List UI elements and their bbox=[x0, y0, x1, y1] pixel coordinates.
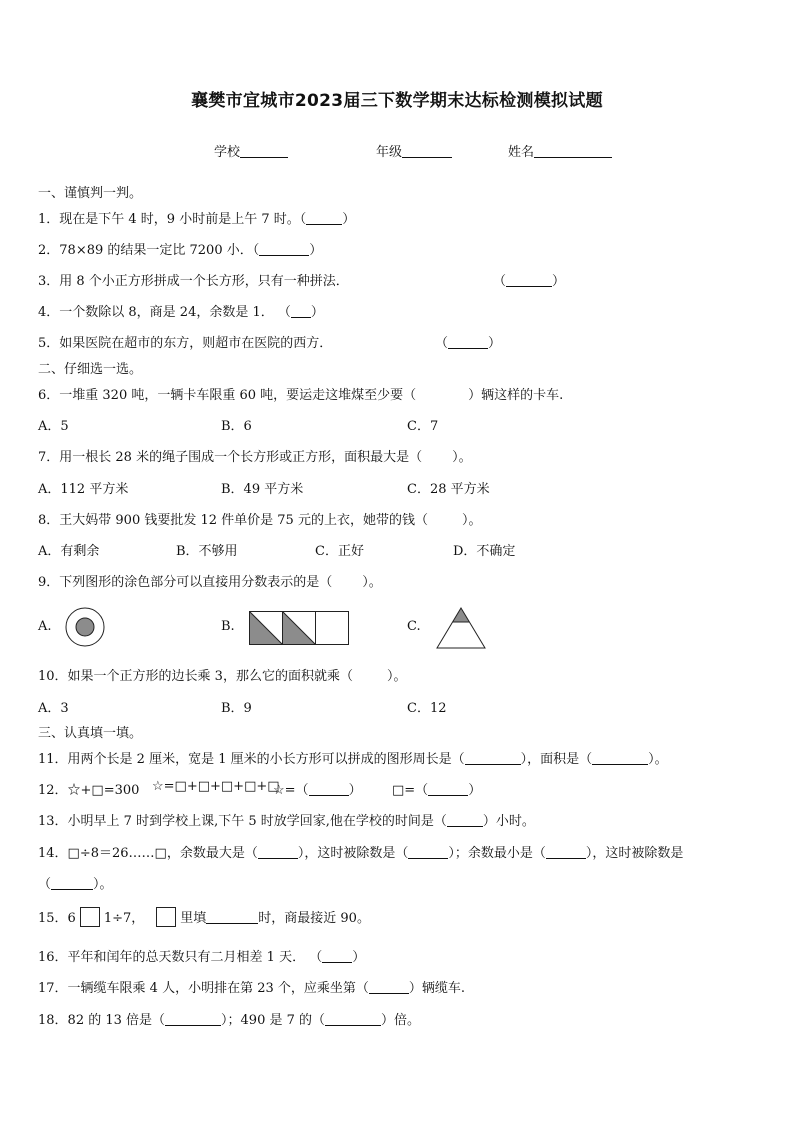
school-blank[interactable] bbox=[240, 143, 288, 158]
q7-option-b[interactable]: B．49 平方米 bbox=[221, 482, 304, 497]
answer-blank[interactable] bbox=[291, 304, 311, 318]
question-3-answer: （ ） bbox=[493, 274, 566, 289]
q6-option-a[interactable]: A．5 bbox=[38, 419, 69, 434]
q7-option-c[interactable]: C．28 平方米 bbox=[407, 482, 490, 497]
answer-blank[interactable] bbox=[506, 273, 552, 287]
question-14: 14．□÷8＝26……□，余数最大是（ ），这时被除数是（ ）；余数最小是（ ），这时被除数是 bbox=[38, 846, 684, 861]
digit-box[interactable] bbox=[80, 907, 100, 927]
question-9: 9．下列图形的涂色部分可以直接用分数表示的是（ ）。 bbox=[38, 575, 382, 590]
question-3: 3．用 8 个小正方形拼成一个长方形，只有一种拼法． bbox=[38, 274, 349, 289]
q9-option-b[interactable]: B. bbox=[221, 619, 235, 634]
figure-c-triangle bbox=[436, 607, 486, 649]
answer-blank[interactable] bbox=[258, 845, 298, 859]
question-8: 8．王大妈带 900 钱要批发 12 件单价是 75 元的上衣，她带的钱（ ）。 bbox=[38, 513, 482, 528]
grade-field[interactable] bbox=[376, 141, 452, 160]
answer-blank[interactable] bbox=[465, 751, 521, 765]
question-12-part-d: □=（ ） bbox=[392, 783, 482, 798]
q10-option-c[interactable]: C．12 bbox=[407, 701, 447, 716]
school-field[interactable] bbox=[214, 141, 288, 160]
figure-b-squares bbox=[249, 611, 350, 645]
question-16: 16．平年和闰年的总天数只有二月相差 1 天． （ ） bbox=[38, 950, 366, 965]
q9-option-c[interactable]: C. bbox=[407, 619, 421, 634]
q7-option-a[interactable]: A．112 平方米 bbox=[38, 482, 129, 497]
q9-option-a[interactable]: A. bbox=[38, 619, 52, 634]
answer-blank[interactable] bbox=[306, 211, 342, 225]
school-label: 学校 bbox=[214, 145, 241, 160]
q6-option-b[interactable]: B．6 bbox=[221, 419, 252, 434]
answer-blank[interactable] bbox=[592, 751, 648, 765]
answer-blank[interactable] bbox=[369, 980, 409, 994]
question-5: 5．如果医院在超市的东方，则超市在医院的西方． bbox=[38, 336, 333, 351]
name-field[interactable] bbox=[508, 141, 612, 160]
answer-blank[interactable] bbox=[309, 782, 349, 796]
answer-blank[interactable] bbox=[322, 949, 352, 963]
grade-blank[interactable] bbox=[402, 143, 452, 158]
q8-option-c[interactable]: C．正好 bbox=[315, 544, 364, 559]
answer-blank[interactable] bbox=[448, 335, 488, 349]
q10-option-a[interactable]: A．3 bbox=[38, 701, 69, 716]
answer-blank[interactable] bbox=[546, 845, 586, 859]
answer-blank[interactable] bbox=[428, 782, 468, 796]
question-11: 11．用两个长是 2 厘米，宽是 1 厘米的小长方形可以拼成的图形周长是（ ），面积是（ ）。 bbox=[38, 752, 668, 767]
question-14-cont: （ ）。 bbox=[38, 877, 113, 892]
question-10: 10．如果一个正方形的边长乘 3，那么它的面积就乘（ ）。 bbox=[38, 669, 407, 684]
section-1-heading: 一、谨慎判一判。 bbox=[38, 186, 143, 201]
answer-blank[interactable] bbox=[447, 813, 483, 827]
page-title: 襄樊市宜城市2023届三下数学期末达标检测模拟试题 bbox=[191, 91, 603, 111]
question-17: 17．一辆缆车限乘 4 人，小明排在第 23 个，应乘坐第（ ）辆缆车. bbox=[38, 981, 466, 996]
question-12: 12．☆+□=300 bbox=[38, 783, 140, 798]
section-2-heading: 二、仔细选一选。 bbox=[38, 362, 143, 377]
figure-a-circle bbox=[65, 607, 105, 647]
question-5-answer: （ ） bbox=[435, 336, 502, 351]
question-2: 2．78×89 的结果一定比 7200 小．（ ） bbox=[38, 243, 323, 258]
question-12-part-c: ☆=（ ） bbox=[273, 783, 362, 798]
digit-box[interactable] bbox=[156, 907, 176, 927]
q8-option-d[interactable]: D．不确定 bbox=[453, 544, 516, 559]
question-18: 18．82 的 13 倍是（ ）；490 是 7 的（ ）倍。 bbox=[38, 1013, 421, 1028]
question-13: 13．小明早上 7 时到学校上课,下午 5 时放学回家,他在学校的时间是（ ）小时。 bbox=[38, 814, 535, 829]
name-blank[interactable] bbox=[534, 143, 612, 158]
answer-blank[interactable] bbox=[259, 242, 309, 256]
answer-blank[interactable] bbox=[206, 910, 258, 924]
answer-blank[interactable] bbox=[325, 1012, 381, 1026]
q8-option-b[interactable]: B．不够用 bbox=[176, 544, 238, 559]
q8-option-a[interactable]: A．有剩余 bbox=[38, 544, 100, 559]
question-12-part-b: ☆=□+□+□+□+□ bbox=[152, 779, 280, 794]
question-7: 7．用一根长 28 米的绳子围成一个长方形或正方形，面积最大是（ ）。 bbox=[38, 450, 472, 465]
q6-option-c[interactable]: C．7 bbox=[407, 419, 439, 434]
question-1: 1．现在是下午 4 时，9 小时前是上午 7 时。（ ） bbox=[38, 212, 356, 227]
question-4: 4．一个数除以 8，商是 24，余数是 1． （ ） bbox=[38, 305, 324, 320]
name-label: 姓名 bbox=[508, 145, 535, 160]
q10-option-b[interactable]: B．9 bbox=[221, 701, 252, 716]
question-15: 15．6 1÷7， 里填 时，商最接近 90。 bbox=[38, 907, 370, 927]
question-6: 6．一堆重 320 吨，一辆卡车限重 60 吨，要运走这堆煤至少要（ ）辆这样的卡车. bbox=[38, 388, 564, 403]
grade-label: 年级 bbox=[376, 145, 403, 160]
answer-blank[interactable] bbox=[165, 1012, 221, 1026]
answer-blank[interactable] bbox=[408, 845, 448, 859]
answer-blank[interactable] bbox=[51, 876, 93, 890]
section-3-heading: 三、认真填一填。 bbox=[38, 726, 143, 741]
